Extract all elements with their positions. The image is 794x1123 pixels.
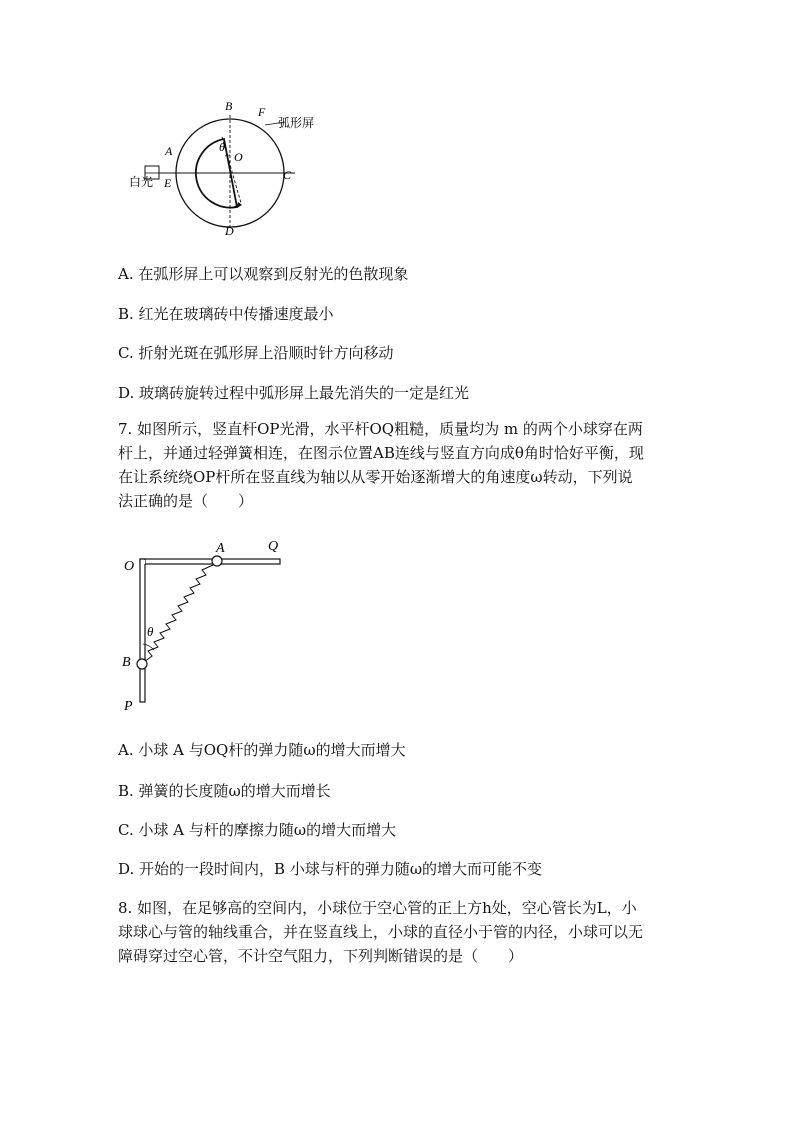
rotation-arrowhead <box>237 202 242 208</box>
label-screen: 弧形屏 <box>278 116 315 130</box>
q8-stem-line-3: 障碍穿过空心管，不计空气阻力，下列判断错误的是（ ） <box>118 947 524 965</box>
label-O: O <box>124 559 135 574</box>
label-F: F <box>258 105 266 119</box>
q6-option-d: D. 玻璃砖旋转过程中弧形屏上最先消失的一定是红光 <box>118 384 470 402</box>
q7-option-b: B. 弹簧的长度随ω的增大而增长 <box>118 782 331 800</box>
label-Q: Q <box>268 539 279 554</box>
label-white-light: 白光 <box>129 175 154 189</box>
label-theta: θ <box>219 140 225 154</box>
q6-option-b: B. 红光在玻璃砖中传播速度最小 <box>118 305 334 323</box>
q6-option-c: C. 折射光斑在弧形屏上沿顺时针方向移动 <box>118 344 394 362</box>
label-O: O <box>234 150 243 164</box>
q7-option-a: A. 小球 A 与OQ杆的弹力随ω的增大而增大 <box>118 741 406 759</box>
figure-rods-spring <box>118 532 293 714</box>
q8-stem-line-1: 8. 如图，在足够高的空间内，小球位于空心管的正上方h处，空心管长为L，小 <box>118 899 637 917</box>
label-D: D <box>225 224 234 238</box>
rod-OQ <box>140 559 280 564</box>
label-B: B <box>122 655 131 670</box>
spring-AB <box>144 565 213 662</box>
q7-stem-line-3: 在让系统绕OP杆所在竖直线为轴以从零开始逐渐增大的角速度ω转动，下列说 <box>118 468 633 486</box>
label-B: B <box>225 99 233 113</box>
q8-stem-line-2: 球球心与管的轴线重合，并在竖直线上，小球的直径小于管的内径，小球可以无 <box>118 923 644 941</box>
label-P: P <box>124 699 133 714</box>
figure-arc-screen <box>125 95 335 240</box>
q7-option-c: C. 小球 A 与杆的摩擦力随ω的增大而增大 <box>118 821 397 839</box>
ball-A <box>212 556 222 566</box>
q7-stem-line-4: 法正确的是（ ） <box>118 492 254 510</box>
label-theta: θ <box>147 624 154 639</box>
q7-stem-line-1: 7. 如图所示，竖直杆OP光滑，水平杆OQ粗糙，质量均为 m 的两个小球穿在两 <box>118 420 643 438</box>
label-A: A <box>216 541 225 556</box>
label-E: E <box>164 176 172 190</box>
label-C: C <box>283 168 292 182</box>
label-A: A <box>165 144 173 158</box>
ball-B <box>137 659 147 669</box>
q6-option-a: A. 在弧形屏上可以观察到反射光的色散现象 <box>118 265 409 283</box>
q7-option-d: D. 开始的一段时间内，B 小球与杆的弹力随ω的增大而可能不变 <box>118 860 543 878</box>
rod-OP <box>140 559 145 702</box>
q7-stem-line-2: 杆上，并通过轻弹簧相连，在图示位置AB连线与竖直方向成θ角时恰好平衡，现 <box>118 444 644 462</box>
